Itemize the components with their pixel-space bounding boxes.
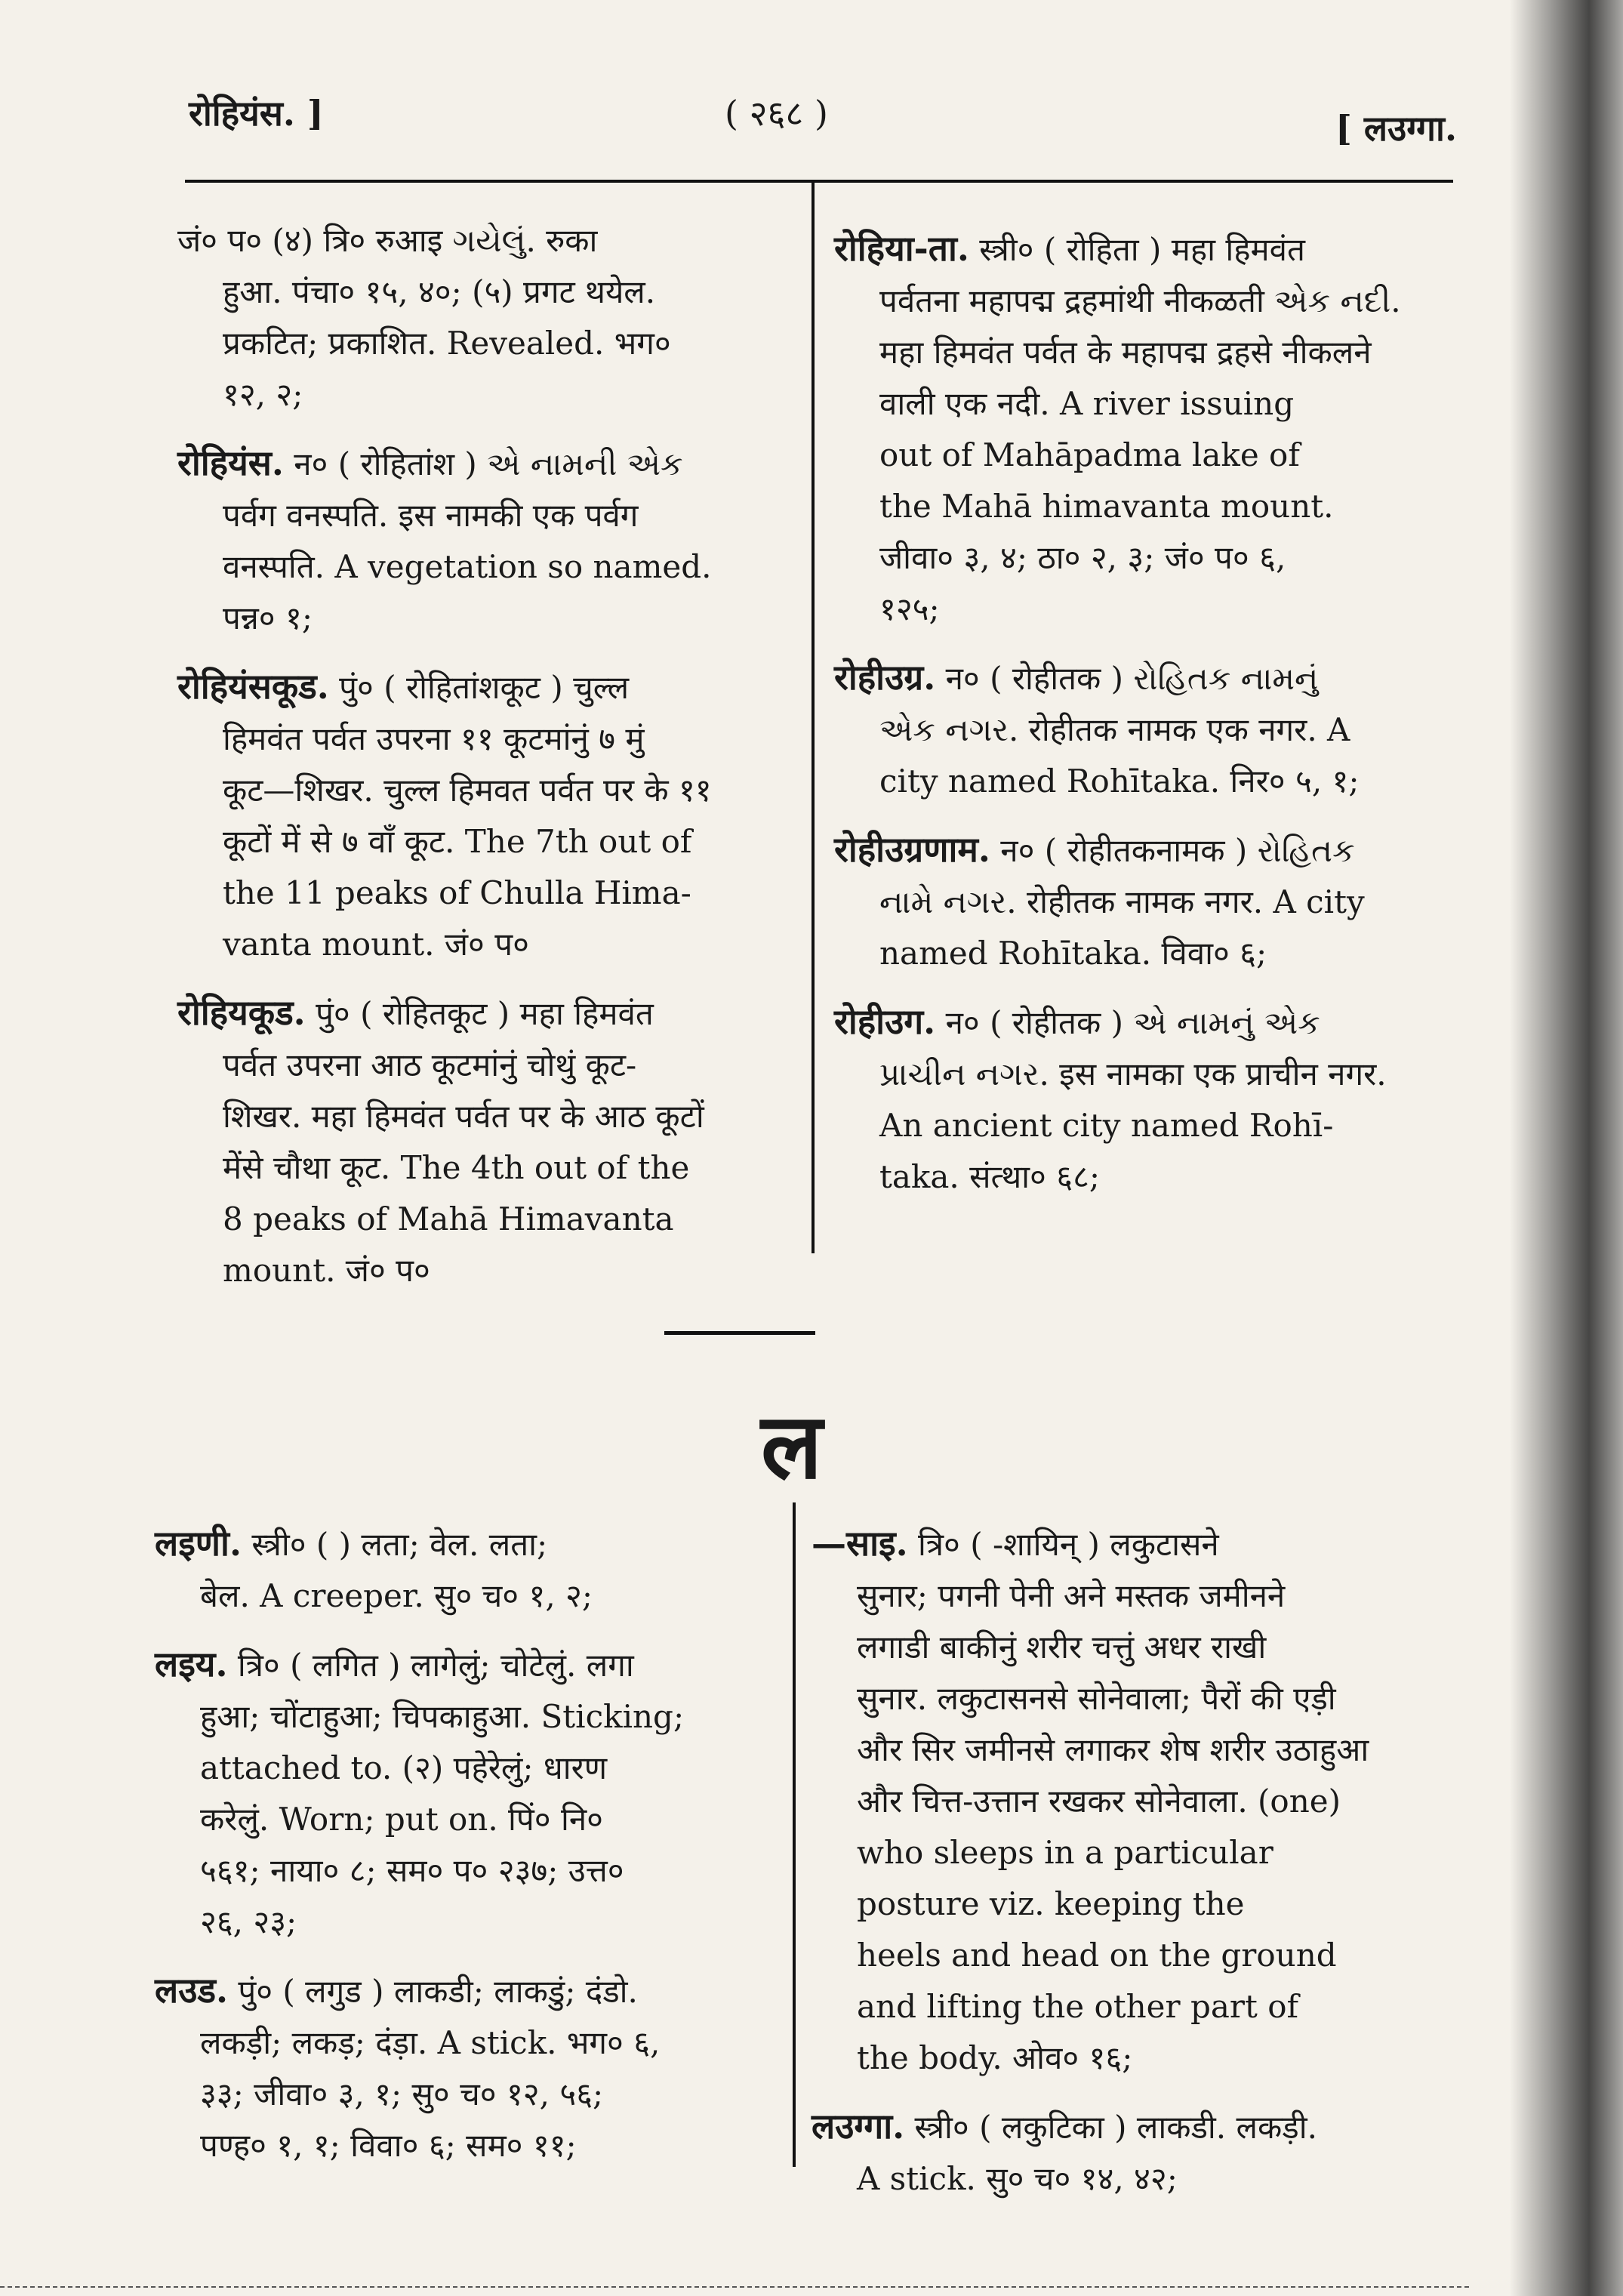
entry-line — [812, 1518, 1423, 1570]
entry-line — [812, 1878, 1423, 1930]
entry-headword: रोहीउग्रणाम. — [834, 829, 990, 870]
entry-line — [177, 1194, 789, 1245]
entry-line — [812, 2100, 1423, 2153]
dictionary-entry — [834, 824, 1446, 979]
entry-line — [155, 1570, 781, 1622]
dictionary-entry — [834, 996, 1446, 1203]
entry-text: प्रकटित; प्रकाशित. Revealed. भग० — [223, 325, 671, 362]
entry-text: पुं० ( लगुड ) लाकडी; लाकडुं; दंडो. — [238, 1973, 638, 2010]
dictionary-entry — [177, 437, 789, 644]
dictionary-entry — [177, 987, 789, 1296]
entry-line — [834, 756, 1446, 807]
header-left-guideword: रोहियंस. ] — [189, 93, 324, 134]
column-top-left — [177, 215, 789, 1313]
entry-text: पर्वतना महापद्म द्रहमांथी नीकळती એક નદી. — [879, 282, 1401, 319]
entry-text: लकड़ी; लकड़; दंड़ा. A stick. भग० ६, — [200, 2024, 661, 2061]
entry-text: taka. संत्था० ६८; — [879, 1158, 1101, 1195]
entry-line — [834, 652, 1446, 704]
entry-line — [812, 2153, 1423, 2205]
entry-line — [812, 2032, 1423, 2084]
entry-line — [834, 996, 1446, 1049]
entry-line — [812, 1776, 1423, 1827]
entry-line — [155, 1638, 781, 1691]
entry-text: महा हिमवंत पर्वत के महापद्म द्रहसे नीकलने — [879, 334, 1372, 371]
entry-text: त्रि० ( लगित ) लागेलुं; चोटेलुं. लगा — [237, 1647, 634, 1684]
entry-text: posture viz. keeping the — [857, 1885, 1245, 1922]
entry-line — [834, 704, 1446, 756]
page-number: ( २६८ ) — [725, 93, 828, 134]
entry-line — [834, 276, 1446, 327]
entry-line — [155, 2017, 781, 2069]
dictionary-entry — [155, 1518, 781, 1622]
entry-line — [834, 378, 1446, 430]
column-bottom-right — [812, 1518, 1423, 2221]
entry-line — [177, 369, 789, 421]
entry-line — [834, 877, 1446, 928]
dictionary-entry — [812, 2100, 1423, 2205]
entry-line — [834, 1151, 1446, 1203]
entry-text: १२५; — [879, 590, 940, 627]
entry-text: पर्वग वनस्पति. इस नामकी एक पर्वग — [223, 497, 639, 534]
entry-line — [155, 2120, 781, 2171]
column-top-right — [834, 223, 1446, 1219]
entry-line — [177, 919, 789, 970]
entry-text: सुनार. लकुटासनसे सोनेवाला; पैरों की एड़ी — [857, 1680, 1336, 1717]
entry-headword: रोहियंस. — [177, 442, 284, 483]
entry-text: करेलुं. Worn; put on. पिं० नि० — [200, 1801, 603, 1838]
entry-text: 8 peaks of Mahā Himavanta — [223, 1200, 674, 1237]
entry-text: और चित्त-उत्तान रखकर सोनेवाला. (one) — [857, 1783, 1341, 1820]
entry-text: २६, २३; — [200, 1903, 297, 1940]
dictionary-entry — [812, 1518, 1423, 2084]
entry-text: हुआ. पंचा० १५, ४०; (५) प्रगट थयेल. — [223, 273, 656, 310]
entry-line — [177, 215, 789, 267]
entry-line — [812, 1981, 1423, 2032]
entry-text: पण्ह० १, १; विवा० ६; सम० ११; — [200, 2127, 577, 2164]
entry-text: न० ( रोहितांश ) એ નામની એક — [294, 445, 683, 482]
entry-line — [834, 532, 1446, 584]
entry-text: जं० प० (४) त्रि० रुआइ ગયેલું. रुका — [177, 222, 598, 259]
entry-line — [177, 1142, 789, 1194]
entry-line — [834, 1100, 1446, 1151]
entry-line — [155, 1897, 781, 1948]
entry-line — [177, 437, 789, 490]
entry-line — [834, 430, 1446, 481]
entry-text: शिखर. महा हिमवंत पर्वत पर के आठ कूटों — [223, 1098, 704, 1135]
entry-text: न० ( रोहीतक ) રોહિતક નામનું — [945, 660, 1319, 697]
entry-text: मेंसे चौथा कूट. The 4th out of the — [223, 1149, 690, 1186]
entry-headword: रोहियंसकूड. — [177, 666, 329, 707]
entry-text: પ્રાચીન નગર. इस नामका एक प्राचीन नगर. — [879, 1056, 1387, 1093]
dictionary-entry — [177, 661, 789, 970]
entry-line — [834, 481, 1446, 532]
entry-line — [812, 1930, 1423, 1981]
entry-text: city named Rohītaka. निर० ५, १; — [879, 763, 1360, 800]
entry-line — [177, 267, 789, 318]
entry-text: वाली एक नदी. A river issuing — [879, 385, 1295, 422]
entry-line — [812, 1827, 1423, 1878]
entry-headword: लइय. — [155, 1644, 228, 1684]
entry-text: पुं० ( रोहितकूट ) महा हिमवंत — [316, 995, 654, 1032]
entry-headword: रोहीउग्र. — [834, 657, 936, 698]
header-rule — [185, 180, 1453, 183]
dictionary-entry — [834, 652, 1446, 807]
entry-line — [155, 1691, 781, 1743]
entry-line — [834, 223, 1446, 276]
entry-line — [812, 1622, 1423, 1673]
entry-text: कूट—शिखर. चुल्ल हिमवत पर्वत पर के ११ — [223, 772, 712, 809]
entry-line — [155, 2069, 781, 2120]
entry-headword: लउड. — [155, 1970, 229, 2011]
entry-text: ५६१; नाया० ८; सम० प० २३७; उत्त० — [200, 1852, 624, 1889]
entry-text: A stick. सु० च० १४, ४२; — [857, 2160, 1178, 2197]
entry-line — [177, 541, 789, 593]
entry-line — [834, 327, 1446, 378]
entry-text: स्त्री० ( ) लता; वेल. लता; — [251, 1526, 548, 1563]
entry-text: who sleeps in a particular — [857, 1834, 1273, 1871]
entry-line — [834, 824, 1446, 877]
entry-line — [834, 1049, 1446, 1100]
entry-headword: लउग्गा. — [812, 2106, 905, 2147]
dictionary-entry — [177, 215, 789, 421]
entry-text: vanta mount. जं० प० — [223, 926, 529, 963]
entry-line — [155, 1794, 781, 1845]
entry-text: हिमवंत पर्वत उपरना ११ कूटमांनुं ७ मुं — [223, 720, 645, 757]
entry-text: स्त्री० ( रोहिता ) महा हिमवंत — [979, 231, 1305, 268]
column-bottom-left — [155, 1518, 781, 2188]
entry-line — [812, 1724, 1423, 1776]
entry-line — [177, 868, 789, 919]
entry-line — [812, 1673, 1423, 1724]
entry-line — [155, 1965, 781, 2017]
entry-text: पुं० ( रोहितांशकूट ) चुल्ल — [339, 669, 630, 706]
entry-line — [155, 1743, 781, 1794]
entry-text: और सिर जमीनसे लगाकर शेष शरीर उठाहुआ — [857, 1731, 1369, 1768]
column-divider-bottom — [793, 1502, 796, 2167]
entry-text: स्त्री० ( लकुटिका ) लाकडी. लकड़ी. — [914, 2109, 1317, 2146]
entry-text: बेल. A creeper. सु० च० १, २; — [200, 1577, 593, 1614]
entry-text: mount. जं० प० — [223, 1252, 430, 1289]
column-divider-top — [812, 181, 815, 1253]
entry-text: out of Mahāpadma lake of — [879, 436, 1300, 473]
entry-text: पन्न० १; — [223, 599, 313, 636]
entry-text: जीवा० ३, ४; ठा० २, ३; जं० प० ६, — [879, 539, 1286, 576]
entry-text: the 11 peaks of Chulla Hima- — [223, 874, 691, 911]
entry-headword: रोहीउग. — [834, 1001, 936, 1042]
entry-text: and lifting the other part of — [857, 1988, 1299, 2025]
entry-headword: लइणी. — [155, 1523, 242, 1564]
entry-headword: रोहियकूड. — [177, 992, 306, 1033]
entry-line — [177, 318, 789, 369]
entry-line — [177, 490, 789, 541]
entry-line — [177, 1040, 789, 1091]
entry-line — [177, 765, 789, 816]
entry-text: कूटों में से ७ वाँ कूट. The 7th out of — [223, 823, 692, 860]
entry-text: attached to. (२) पहेरेलुं; धारण — [200, 1749, 608, 1786]
entry-line — [155, 1845, 781, 1897]
entry-text: त्रि० ( -शायिन् ) लकुटासने — [917, 1526, 1219, 1563]
dictionary-entry — [155, 1638, 781, 1948]
entry-text: the Mahā himavanta mount. — [879, 488, 1334, 525]
entry-headword: —साइ. — [812, 1523, 908, 1564]
entry-line — [177, 713, 789, 765]
entry-text: न० ( रोहीतक ) એ નામનું એક — [945, 1004, 1320, 1041]
entry-text: पर्वत उपरना आठ कूटमांनुं चोथुं कूट- — [223, 1046, 637, 1083]
entry-text: सुनार; पगनी पेनी अने मस्तक जमीनने — [857, 1577, 1286, 1614]
entry-text: लगाडी बाकीनुं शरीर चत्तुं अधर राखी — [857, 1629, 1267, 1666]
entry-line — [155, 1518, 781, 1570]
entry-text: वनस्पति. A vegetation so named. — [223, 548, 712, 585]
section-separator — [664, 1331, 815, 1335]
entry-headword: रोहिया-ता. — [834, 228, 969, 269]
entry-text: १२, २; — [223, 376, 303, 413]
entry-text: નામે નગર. रोहीतक नामक नगर. A city — [879, 883, 1365, 920]
entry-line — [177, 593, 789, 644]
scan-edge-shadow — [1510, 0, 1623, 2296]
entry-text: An ancient city named Rohī- — [879, 1107, 1334, 1144]
entry-text: named Rohītaka. विवा० ६; — [879, 935, 1267, 972]
dictionary-entry — [155, 1965, 781, 2171]
entry-line — [177, 816, 789, 868]
entry-text: ३३; जीवा० ३, १; सु० च० १२, ५६; — [200, 2076, 604, 2113]
bottom-dotted-line — [0, 2286, 1472, 2288]
entry-line — [177, 1245, 789, 1296]
entry-line — [177, 661, 789, 713]
entry-line — [177, 1091, 789, 1142]
entry-text: हुआ; चोंटाहुआ; चिपकाहुआ. Sticking; — [200, 1698, 685, 1735]
entry-line — [834, 584, 1446, 635]
header-right-guideword: [ लउग्गा. — [1335, 108, 1457, 149]
dictionary-entry — [834, 223, 1446, 635]
entry-text: heels and head on the ground — [857, 1937, 1337, 1974]
section-letter: ल — [761, 1395, 823, 1499]
entry-line — [177, 987, 789, 1040]
entry-text: એક નગર. रोहीतक नामक एक नगर. A — [879, 711, 1350, 748]
entry-line — [834, 928, 1446, 979]
entry-line — [812, 1570, 1423, 1622]
entry-text: the body. ओव० १६; — [857, 2039, 1133, 2076]
page-header — [189, 89, 1457, 149]
entry-text: न० ( रोहीतकनामक ) રોહિતક — [1000, 832, 1355, 869]
